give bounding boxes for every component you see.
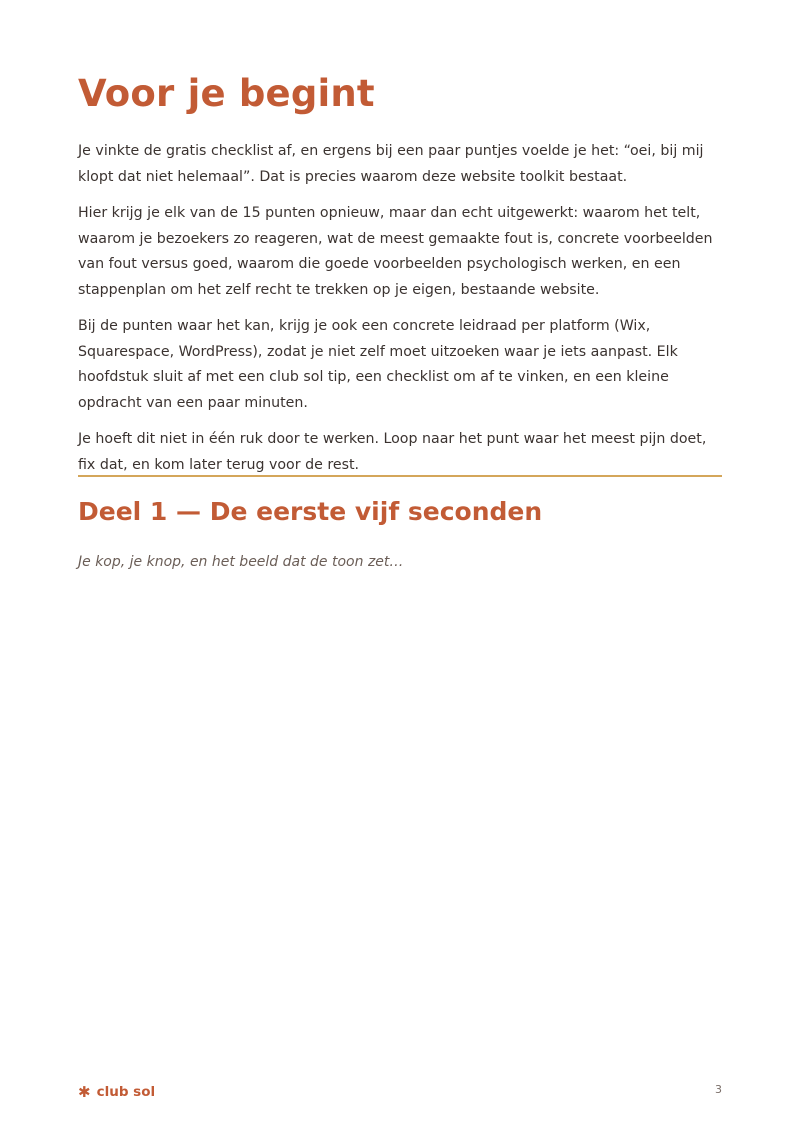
document-page [78,0,722,1131]
page-title: Voor je begint [78,72,375,115]
intro-paragraph: Hier krijg je elk van de 15 punten opnieuw, maar dan echt uitgewerkt: waarom het telt, waarom je bezoekers zo reageren, wat de meest gemaakte fout is, concrete voorbeelden van fout versus goed, waarom die goede voorbeelden psychologisch werken, en een stappenplan om het zelf recht te trekken op je eigen, bestaande website. [78,205,713,298]
footer-brand [78,1084,155,1100]
intro-paragraph: Bij de punten waar het kan, krijg je ook een concrete leidraad per platform (Wix, Squarespace, WordPress), zodat je niet zelf moet uitzoeken waar je iets aanpast. Elk hoofdstuk sluit af met een club sol tip, een checklist om af te vinken, en een kleine opdracht van een paar minuten. [78,318,678,411]
section-divider [78,475,722,477]
intro-paragraph: Je hoeft dit niet in één ruk door te werken. Loop naar het punt waar het meest pijn doet, fix dat, en kom later terug voor de rest. [78,431,707,473]
section-title: Deel 1 — De eerste vijf seconden [78,497,543,526]
section-subtitle: Je kop, je knop, en het beeld dat de toon zet… [78,554,404,570]
intro-paragraph: Je vinkte de gratis checklist af, en ergens bij een paar puntjes voelde je het: “oei, bij mij klopt dat niet helemaal”. Dat is precies waarom deze website toolkit bestaat. [78,143,704,185]
page-number: 3 [715,1083,722,1096]
brand-name: club sol [96,1084,156,1100]
intro-text [78,139,722,489]
sun-icon: ✱ [78,1082,91,1101]
